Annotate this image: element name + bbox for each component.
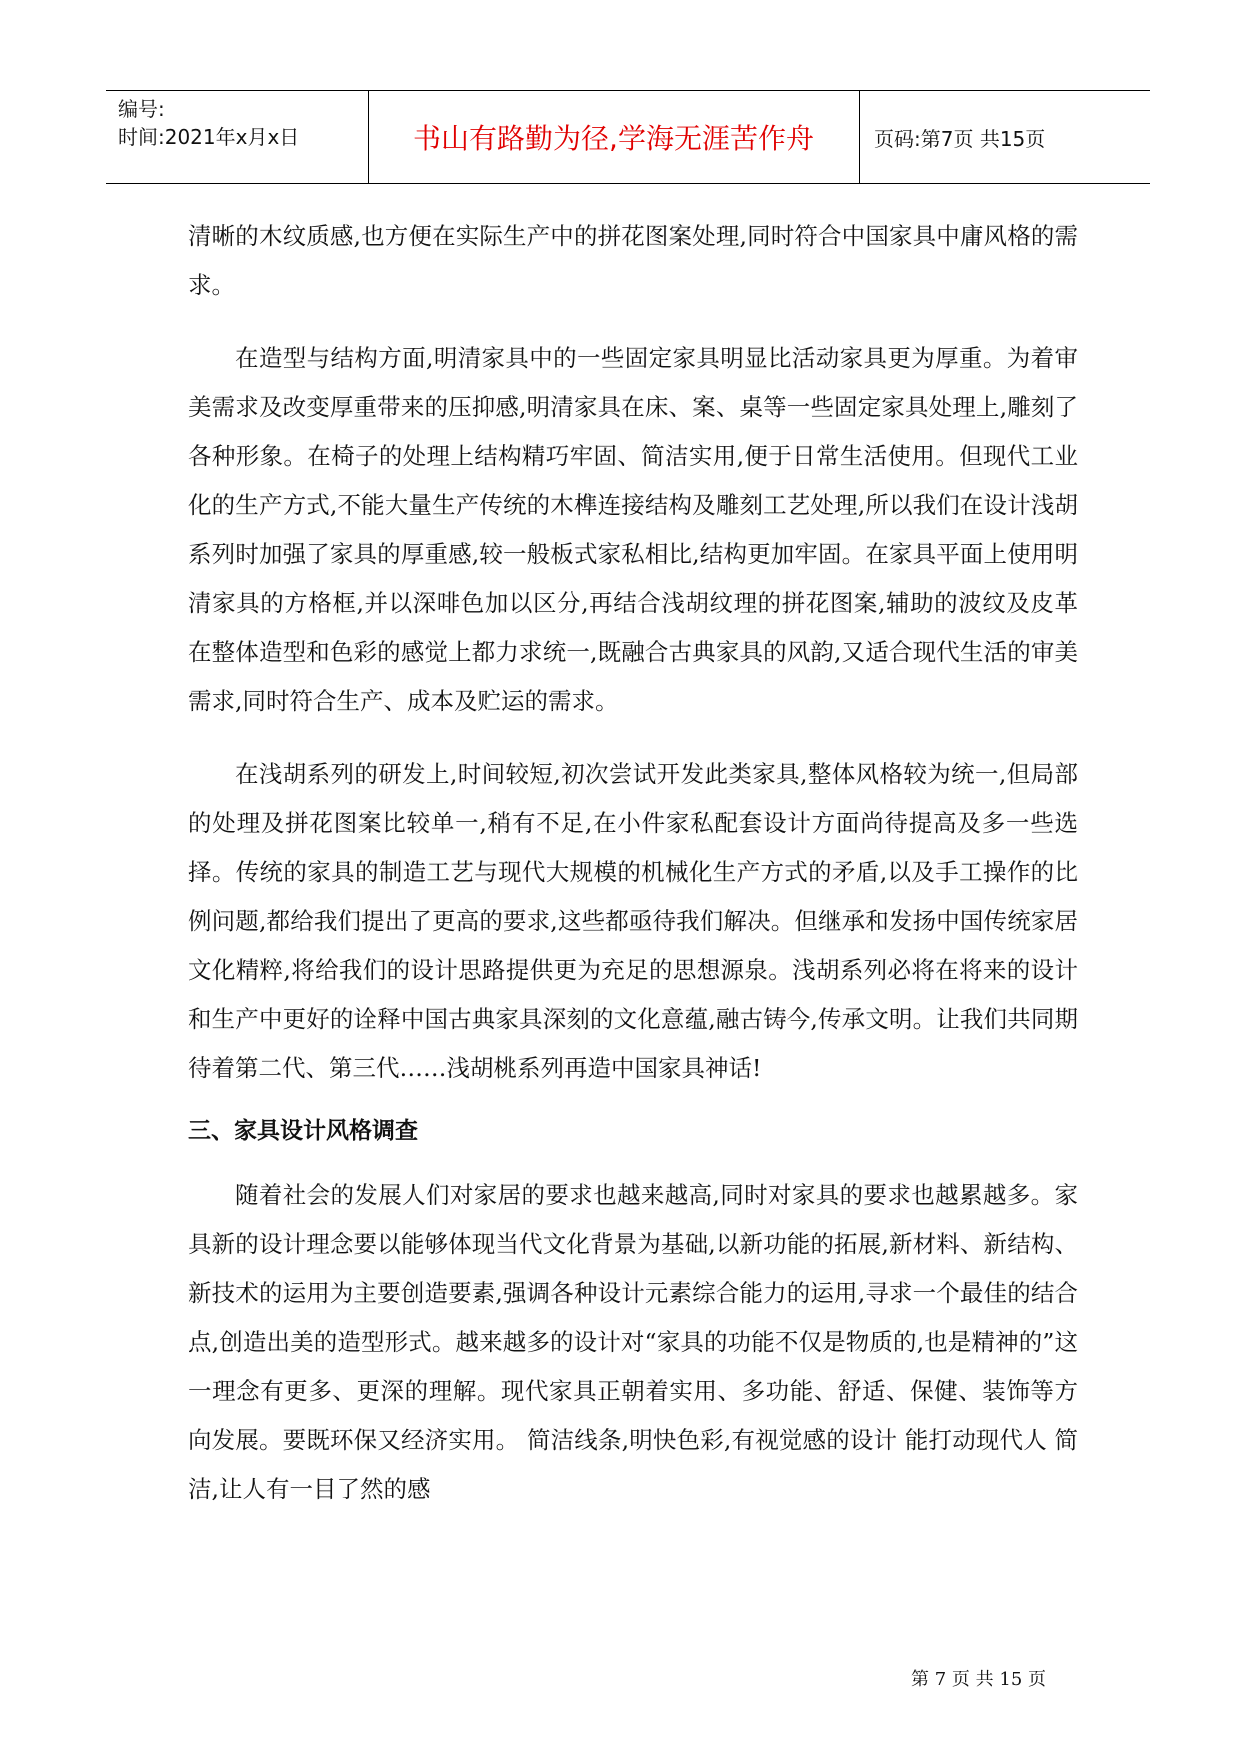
section-heading: 三、家具设计风格调查 xyxy=(188,1118,418,1144)
body-paragraph: 在浅胡系列的研发上,时间较短,初次尝试开发此类家具,整体风格较为统一,但局部的处理及拼花图案比较单一,稍有不足,在小件家私配套设计方面尚待提高及多一些选择。传统的家具的制造工艺与现代大规模的机械化生产方式的矛盾,以及手工操作的比例问题,都给我们提出了更高的要求,这些都亟待我们解决。但继承和发扬中国传统家居文化精粹,将给我们的设计思路提供更为充足的思想源泉。浅胡系列必将在将来的设计和生产中更好的诠释中国古典家具深刻的文化意蕴,融古铸今,传承文明。让我们共同期待着第二代、第三代……浅胡桃系列再造中国家具神话! xyxy=(188,760,1078,1082)
document-time-label: 时间:2021年x月x日 xyxy=(118,125,300,149)
page-footer: 第 7 页 共 15 页 xyxy=(911,1669,1046,1690)
body-paragraph: 在造型与结构方面,明清家具中的一些固定家具明显比活动家具更为厚重。为着审美需求及改变厚重带来的压抑感,明清家具在床、案、桌等一些固定家具处理上,雕刻了各种形象。在椅子的处理上结构精巧牢固、简洁实用,便于日常生活使用。但现代工业化的生产方式,不能大量生产传统的木榫连接结构及雕刻工艺处理,所以我们在设计浅胡系列时加强了家具的厚重感,较一般板式家私相比,结构更加牢固。在家具平面上使用明清家具的方格框,并以深啡色加以区分,再结合浅胡纹理的拼花图案,辅助的波纹及皮革在整体造型和色彩的感觉上都力求统一,既融合古典家具的风韵,又适合现代生活的审美需求,同时符合生产、成本及贮运的需求。 xyxy=(188,344,1078,715)
header-divider xyxy=(859,91,860,183)
document-body xyxy=(188,212,1078,1538)
header-page-number: 页码:第7页 共15页 xyxy=(874,126,1046,151)
body-paragraph: 清晰的木纹质感,也方便在实际生产中的拼花图案处理,同时符合中国家具中庸风格的需求。 xyxy=(188,222,1078,299)
document-number-label: 编号: xyxy=(118,97,165,121)
page-header xyxy=(106,90,1150,184)
header-motto: 书山有路勤为径,学海无涯苦作舟 xyxy=(413,122,814,155)
header-meta xyxy=(118,95,354,181)
body-paragraph: 随着社会的发展人们对家居的要求也越来越高,同时对家具的要求也越累越多。家具新的设计理念要以能够体现当代文化背景为基础,以新功能的拓展,新材料、新结构、新技术的运用为主要创造要素,强调各种设计元素综合能力的运用,寻求一个最佳的结合点,创造出美的造型形式。越来越多的设计对“家具的功能不仅是物质的,也是精神的”这一理念有更多、更深的理解。现代家具正朝着实用、多功能、舒适、保健、装饰等方向发展。要既环保又经济实用。 简洁线条,明快色彩,有视觉感的设计 能打动现代人 简洁,让人有一目了然的感 xyxy=(188,1181,1078,1503)
